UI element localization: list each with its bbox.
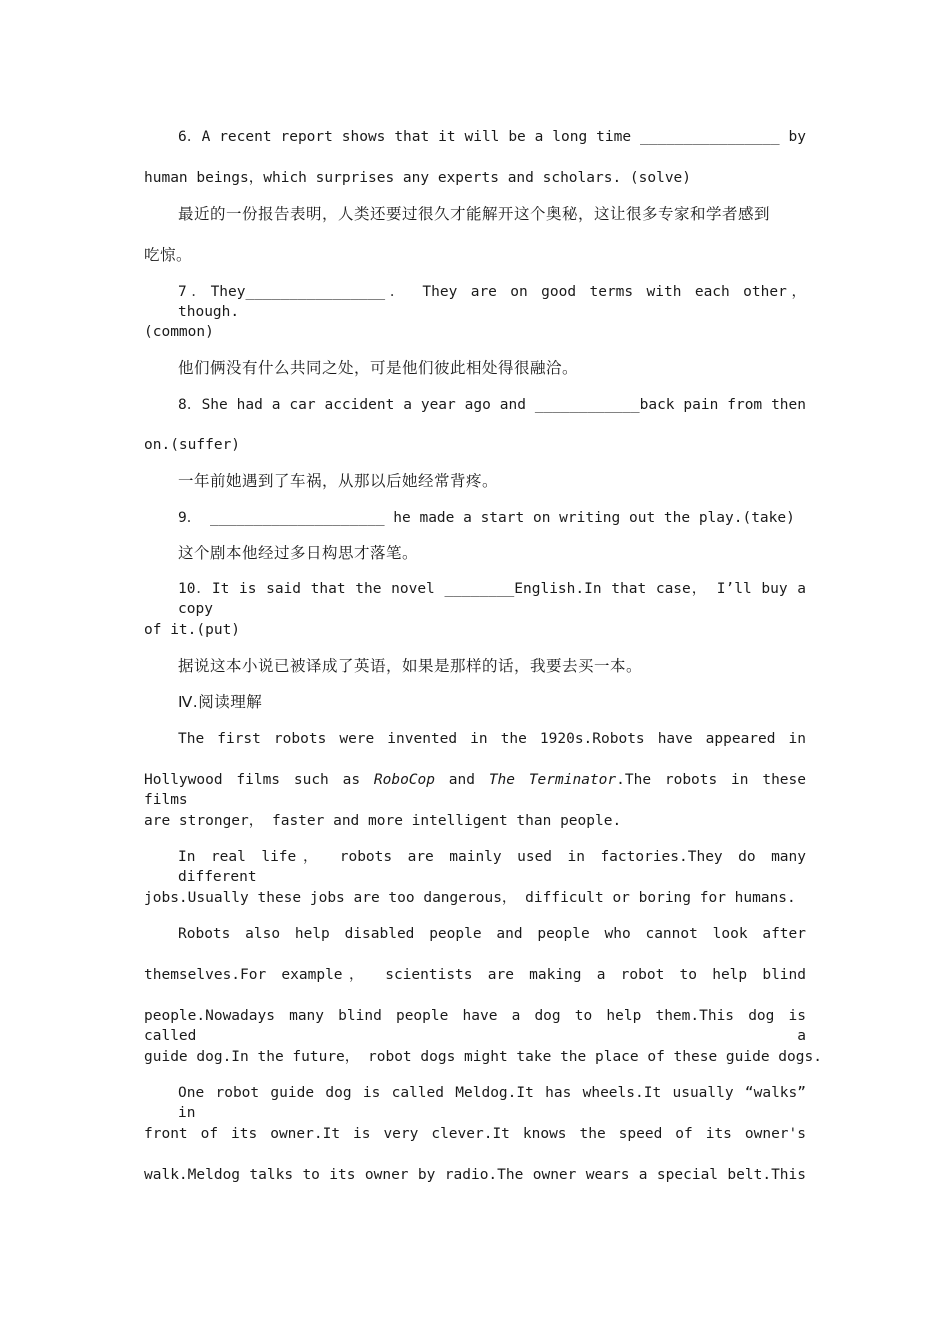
q6-translation-2: 吃惊。 xyxy=(144,246,193,264)
passage-p2-line-2: jobs.Usually these jobs are too dangerous， difficult or boring for humans. xyxy=(144,890,796,906)
passage-p4-line-3: walk.Meldog talks to its owner by radio.The owner wears a special belt.This xyxy=(144,1167,806,1183)
passage-p4-line-2: front of its owner.It is very clever.It knows the speed of its owner's xyxy=(144,1126,806,1142)
passage-p3-line-3: people.Nowadays many blind people have a dog to help them.This dog is called a xyxy=(144,1008,806,1044)
passage-p3-line-4: guide dog.In the future， robot dogs might take the place of these guide dogs. xyxy=(144,1049,822,1065)
film-title-robocop: RoboCop xyxy=(373,772,435,788)
p1-text-e: .The robots in these films xyxy=(144,772,806,808)
passage-p1-line-1: The first robots were invented in the 1920s.Robots have appeared in xyxy=(178,731,806,747)
section-heading: Ⅳ.阅读理解 xyxy=(178,693,263,711)
q10-line-2: of it.(put) xyxy=(144,622,241,638)
film-title-terminator: The Terminator xyxy=(488,772,617,788)
q8-line-1: 8．She had a car accident a year ago and ____________back pain from then xyxy=(178,397,806,413)
passage-p4-line-1: One robot guide dog is called Meldog.It has wheels.It usually “walks” in xyxy=(178,1085,806,1121)
q9-translation: 这个剧本他经过多日构思才落笔。 xyxy=(178,544,419,562)
p1-text-a: Hollywood films such as xyxy=(144,772,374,788)
passage-p2-line-1: In real life， robots are mainly used in factories.They do many different xyxy=(178,849,806,885)
q7-translation: 他们俩没有什么共同之处，可是他们彼此相处得很融洽。 xyxy=(178,359,579,377)
q6-translation-1: 最近的一份报告表明，人类还要过很久才能解开这个奥秘，这让很多专家和学者感到 xyxy=(178,205,771,223)
q10-line-1: 10．It is said that the novel ________English.In that case， I’ll buy a copy xyxy=(178,581,806,617)
passage-p1-line-2 xyxy=(144,770,806,810)
q7-line-2: (common) xyxy=(144,324,214,340)
q8-line-2: on.(suffer) xyxy=(144,437,241,453)
passage-p3-line-2: themselves.For example， scientists are making a robot to help blind xyxy=(144,967,806,983)
q10-translation: 据说这本小说已被译成了英语，如果是那样的话，我要去买一本。 xyxy=(178,657,643,675)
q9-line-1: 9． ____________________ he made a start on writing out the play.(take) xyxy=(178,510,795,526)
q6-line-1: 6．A recent report shows that it will be a long time ________________ by xyxy=(178,129,806,145)
passage-p3-line-1: Robots also help disabled people and people who cannot look after xyxy=(178,926,806,942)
q8-translation: 一年前她遇到了车祸，从那以后她经常背疼。 xyxy=(178,472,499,490)
q6-line-2: human beings，which surprises any experts and scholars. (solve) xyxy=(144,170,692,186)
passage-p1-line-3: are stronger， faster and more intelligent than people. xyxy=(144,813,622,829)
q7-line-1: 7．They________________． They are on good terms with each other， though. xyxy=(178,284,806,320)
p1-text-c: and xyxy=(434,772,489,788)
